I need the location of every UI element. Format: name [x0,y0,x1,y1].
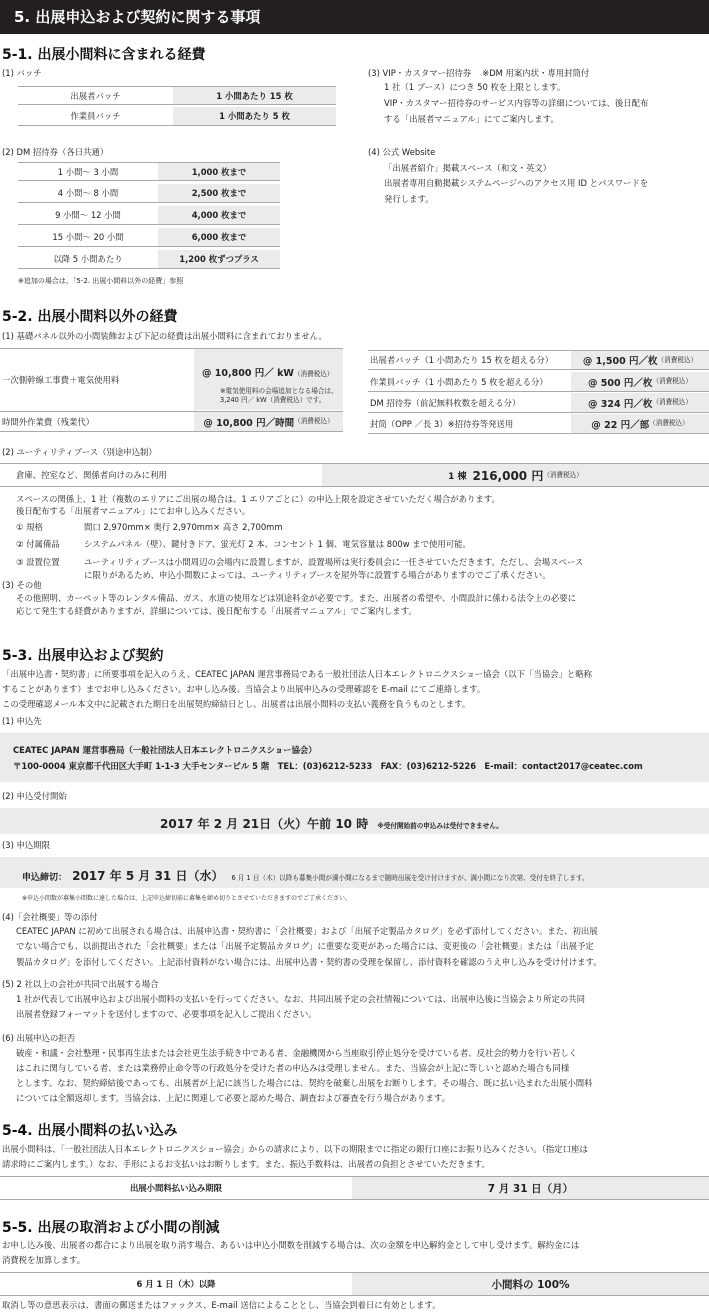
tax-label: （消費税込） [652,377,692,385]
deadline-note: 6 月 1 日（木）以降も募集小間が満小間になるまで随時出展を受け付けますが、満小間になり次第、受付を終了します。 [231,874,589,882]
apply-intro: することがあります）までお申し込みください。お申し込み後、当協会より出展申込みの受理確認を E-mail にてご連絡します。 [2,684,486,694]
heading-5-5: 5-5. 出展の取消および小間の削減 [2,1220,220,1236]
extra-cost-row [368,414,709,434]
dm-note: ※追加の場合は、「5-2. 出展小間料以外の経費」参照 [18,277,184,285]
cancel-row [0,1272,709,1296]
tax-label: （消費税込） [652,398,692,406]
heading-5-2: 5-2. 出展小間料以外の経費 [2,309,178,325]
dm-item: 以降 5 小間あたり [53,254,123,264]
spec-value: システムパネル（壁）、鍵付きドア、蛍光灯 2 本、コンセント 1 個、電気容量は 800w まで使用可能。 [84,539,471,549]
power-price: @ 10,800 円／ kW [202,368,294,379]
item-label: (6) 出展申込の拒否 [2,1033,76,1043]
cancel-footer: 取消し等の意思表示は、書面の郵送またはファックス、E-mail 送信によることとし、当協会到着日に有効とします。 [2,1300,441,1310]
overtime-item: 時間外作業費（残業代） [2,416,95,427]
dm-row [18,206,280,225]
deadline-small-note: ※申込小間数が募集小間数に達した場合は、上記申込締切前に募集を締め切りとさせていただきますのでご了承ください。 [22,895,352,902]
tax-label: （消費税込） [657,355,698,364]
item-text: でない場合でも、以前提出された「会社概要」または「出展予定製品カタログ」に重要な変更があった場合には、変更後の「会社概要」または「出展予定 [16,941,594,951]
power-note: ※電気使用料の会場追加となる場合は、 [220,387,338,395]
extra-cost-row [368,372,709,392]
item-label: (4)「会社概要」等の添付 [2,912,98,922]
other-label: (3) その他 [2,580,42,590]
extra-price: @ 324 円／枚 [587,398,653,410]
dm-value: 1,200 枚ずつプラス [158,250,280,268]
power-item: 一次側幹線工事費＋電気使用料 [2,375,120,385]
item-label: (5) 2 社以上の会社が共同で出展する場合 [2,979,159,989]
badge-row [18,86,336,105]
spec-key: ② 付属備品 [16,539,60,549]
extra-item: 出展者バッチ（1 小間あたり 15 枚を超える分） [370,355,554,365]
payment-deadline: 7 月 31 日（月） [352,1177,709,1199]
start-label: (2) 申込受付開始 [2,791,67,801]
dm-item: 1 小間〜 3 小間 [57,166,119,177]
dm-item: 4 小間〜 8 小間 [57,188,119,198]
web-label: (4) 公式 Website [368,147,436,157]
power-note: 3,240 円／ kW（消費税込）です。 [220,396,326,404]
payment-text: 請求時にご案内します。）なお、手形によるお支払いはお断りします。また、振込手数料は、出展者の負担とさせていただきます。 [2,1159,490,1169]
spec-value: に限りがあるため、申込小間数によっては、ユーティリティブースを屋外等に設置する場合がありますのでご了承ください。 [84,570,551,580]
extra-item: DM 招待券（前記無料枚数を超える分） [370,397,521,408]
item-text: 破産・和議・会社整理・民事再生法または会社更生法手続き中である者、金融機関から当座取引停止処分を受けている者、反社会的勢力を行い若しく [16,1048,578,1058]
costs-intro: (1) 基礎パネル以外の小間装飾および下記の経費は出展小間料に含まれておりません。 [2,331,327,341]
heading-5-1: 5-1. 出展小間料に含まれる経費 [2,47,206,63]
utility-item: 倉庫、控室など、関係者向けのみに利用 [16,470,167,480]
item-text: CEATEC JAPAN に初めて出展される場合は、出展申込書・契約書に「会社概要」および「出展予定製品カタログ」を必ず添付してください。また、初出展 [16,926,598,936]
payment-item: 出展小間料払い込み期限 [129,1183,223,1193]
item-text: はこれに関与している者、または業務停止命令等の行政処分を受けた者の申込みは受理しません。また、当協会が上記に等しいと認めた場合も同様 [16,1063,570,1073]
deadline-label: (3) 申込期限 [2,840,51,850]
extra-price: @ 1,500 円／枚 [582,356,658,367]
badge-item: 出展者バッチ [70,90,121,101]
apply-intro: この受理確認メール本文中に記載された期日を出展契約締結日とし、出展者は出展小間料の支払い義務を負うものとします。 [2,699,471,709]
utility-row [0,463,709,487]
spec-value: ユーティリティブースは小間周辺の会場内に設置しますが、設置場所は実行委員会に一任させていただきます。ただし、会場スペース [84,557,584,567]
deadline-box [0,857,709,888]
overtime-price: @ 10,800 円／時間 [203,417,295,429]
dm-item: 15 小間〜 20 小間 [52,232,124,242]
tax-label: （消費税込） [649,419,689,427]
extra-cost-row [368,393,709,413]
start-box [0,808,709,834]
web-text: 出展者専用自動掲載システムページへのアクセス用 ID とパスワードを [384,178,649,188]
web-text: 「出展者紹介」掲載スペース（和文・英文） [384,163,552,173]
utility-price-prefix: 1 棟 [448,471,467,482]
dm-row [18,184,280,203]
badge-row [18,107,336,126]
dm-row [18,162,280,181]
badge-value: 1 小間あたり 5 枚 [173,107,336,125]
heading-5-3: 5-3. 出展申込および契約 [2,648,164,664]
extra-price: @ 22 円／部 [591,419,650,431]
payment-text: 出展小間料は、「一般社団法人日本エレクトロニクスショー協会」からの請求により、以下の期限までに指定の銀行口座にお振り込みください。（指定口座は [2,1144,588,1154]
dm-row [18,228,280,247]
extra-cost-row [368,350,709,370]
utility-label: (2) ユーティリティブース（別途申込制） [2,447,157,457]
other-text: その他照明、カーペット等のレンタル備品、ガス、水道の使用などは別途料金が必要です。また、出展者の希望や、小間設計に係わる法令上の必要に [16,593,576,603]
item-text: 1 社が代表して出展申込および出展小間料の支払いを行ってください。なお、共同出展予定の会社情報については、出展申込後に当協会より所定の共同 [16,994,585,1004]
item-text: については全額返却します。当協会は、上記に関連して必要と認めた場合、調査および審査を行う場合があります。 [16,1093,450,1103]
vip-label: (3) VIP・カスタマー招待券 ※DM 用案内状・専用封筒付 [368,68,590,78]
deadline-prefix: 申込締切： [22,873,68,883]
cancel-item: 6 月 1 日（木）以降 [136,1279,216,1289]
payment-row [0,1176,709,1200]
power-price-cell [194,349,343,410]
item-text: とします。なお、契約締結後であっても、出展者が上記に該当した場合には、契約を破棄し出展をお断りします。その場合、既に払い込まれた出展小間料 [16,1078,593,1088]
badge-value: 1 小間あたり 15 枚 [173,87,336,104]
badge-label: (1) バッチ [2,68,42,78]
dm-label: (2) DM 招待券（各日共通） [2,147,109,157]
dm-item: 9 小間〜 12 小間 [55,210,121,220]
vip-text: する「出展者マニュアル」にてご案内します。 [384,114,559,124]
start-note: ※受付開始前の申込みは受付できません。 [377,822,503,830]
overtime-row [0,412,343,432]
tax-label: （消費税込） [293,370,334,378]
extra-price: @ 500 円／枚 [587,377,653,389]
extra-item: 封筒（OPP ／長 3）※招待券等発送用 [370,418,514,429]
extra-item: 作業員バッチ（1 小間あたり 5 枚を超える分） [370,376,548,387]
heading-5-4: 5-4. 出展小間料の払い込み [2,1123,178,1139]
item-text: 出展者登録フォーマットを送付しますので、必要事項を記入しご提出ください。 [16,1009,317,1019]
dm-value: 4,000 枚まで [158,206,280,224]
vip-text: VIP・カスタマー招待券のサービス内容等の詳細については、後日配布 [384,98,649,108]
dm-value: 6,000 枚まで [158,228,280,246]
power-row [0,348,343,412]
item-text: 製品カタログ」を添付してください。上記添付資料がない場合には、出展申込書・契約書の受理を保留し、添付資料を確認のうえ申し込みを受け付けます。 [16,957,602,967]
dm-value: 2,500 枚まで [158,184,280,202]
section-header: 5. 出展申込および契約に関する事項 [0,0,709,34]
web-text: 発行します。 [384,194,434,204]
dest-label: (1) 申込先 [2,716,42,726]
deadline-date: 2017 年 5 月 31 日（水） [72,869,224,883]
cancel-text: 消費税を加算します。 [2,1255,86,1265]
tax-label: （消費税込） [543,470,583,479]
apply-intro: 「出展申込書・契約書」に所要事項を記入のうえ、CEATEC JAPAN 運営事務局である一般社団法人日本エレクトロニクスショー協会（以下「当協会」と略称 [2,669,593,679]
vip-text: 1 社（1 ブース）につき 50 枚を上限とします。 [384,82,566,92]
utility-text: スペースの関係上、1 社（複数のエリアにご出展の場合は、1 エリアごとに）の申込上限を設定させていただく場合があります。 [16,494,500,504]
dm-value: 1,000 枚まで [158,163,280,180]
dm-row [18,250,280,269]
start-date: 2017 年 2 月 21日（火）午前 10 時 [160,817,369,831]
utility-price: 216,000 円 [472,468,544,483]
cancel-text: お申し込み後、出展者の都合により出展を取り消す場合、あるいは申込小間数を削減する場合は、次の金額を申込解約金として申し受けます。解約金には [2,1240,580,1250]
spec-value: 間口 2,970mm× 奥行 2,970mm× 高さ 2,700mm [84,522,283,532]
cancel-fee: 小間料の 100% [352,1273,709,1295]
spec-key: ① 規格 [16,522,43,532]
contact-box [0,733,709,782]
contact-org: CEATEC JAPAN 運営事務局（一般社団法人日本エレクトロニクスショー協会） [13,745,317,755]
contact-address: 〒100-0004 東京都千代田区大手町 1-1-3 大手センタービル 5 階 TEL：(03)6212-5233 FAX：(03)6212-5226 E-mail：contact2017@ceatec.com [13,761,643,771]
other-text: 応じて発生する経費がありますが、詳細については、後日配布する「出展者マニュアル」でご案内します。 [16,606,417,616]
spec-key: ③ 設置位置 [16,557,60,567]
tax-label: （消費税込） [294,417,334,425]
utility-text: 後日配布する「出展者マニュアル」にてお申し込みください。 [16,506,251,516]
badge-item: 作業員バッチ [70,111,121,121]
